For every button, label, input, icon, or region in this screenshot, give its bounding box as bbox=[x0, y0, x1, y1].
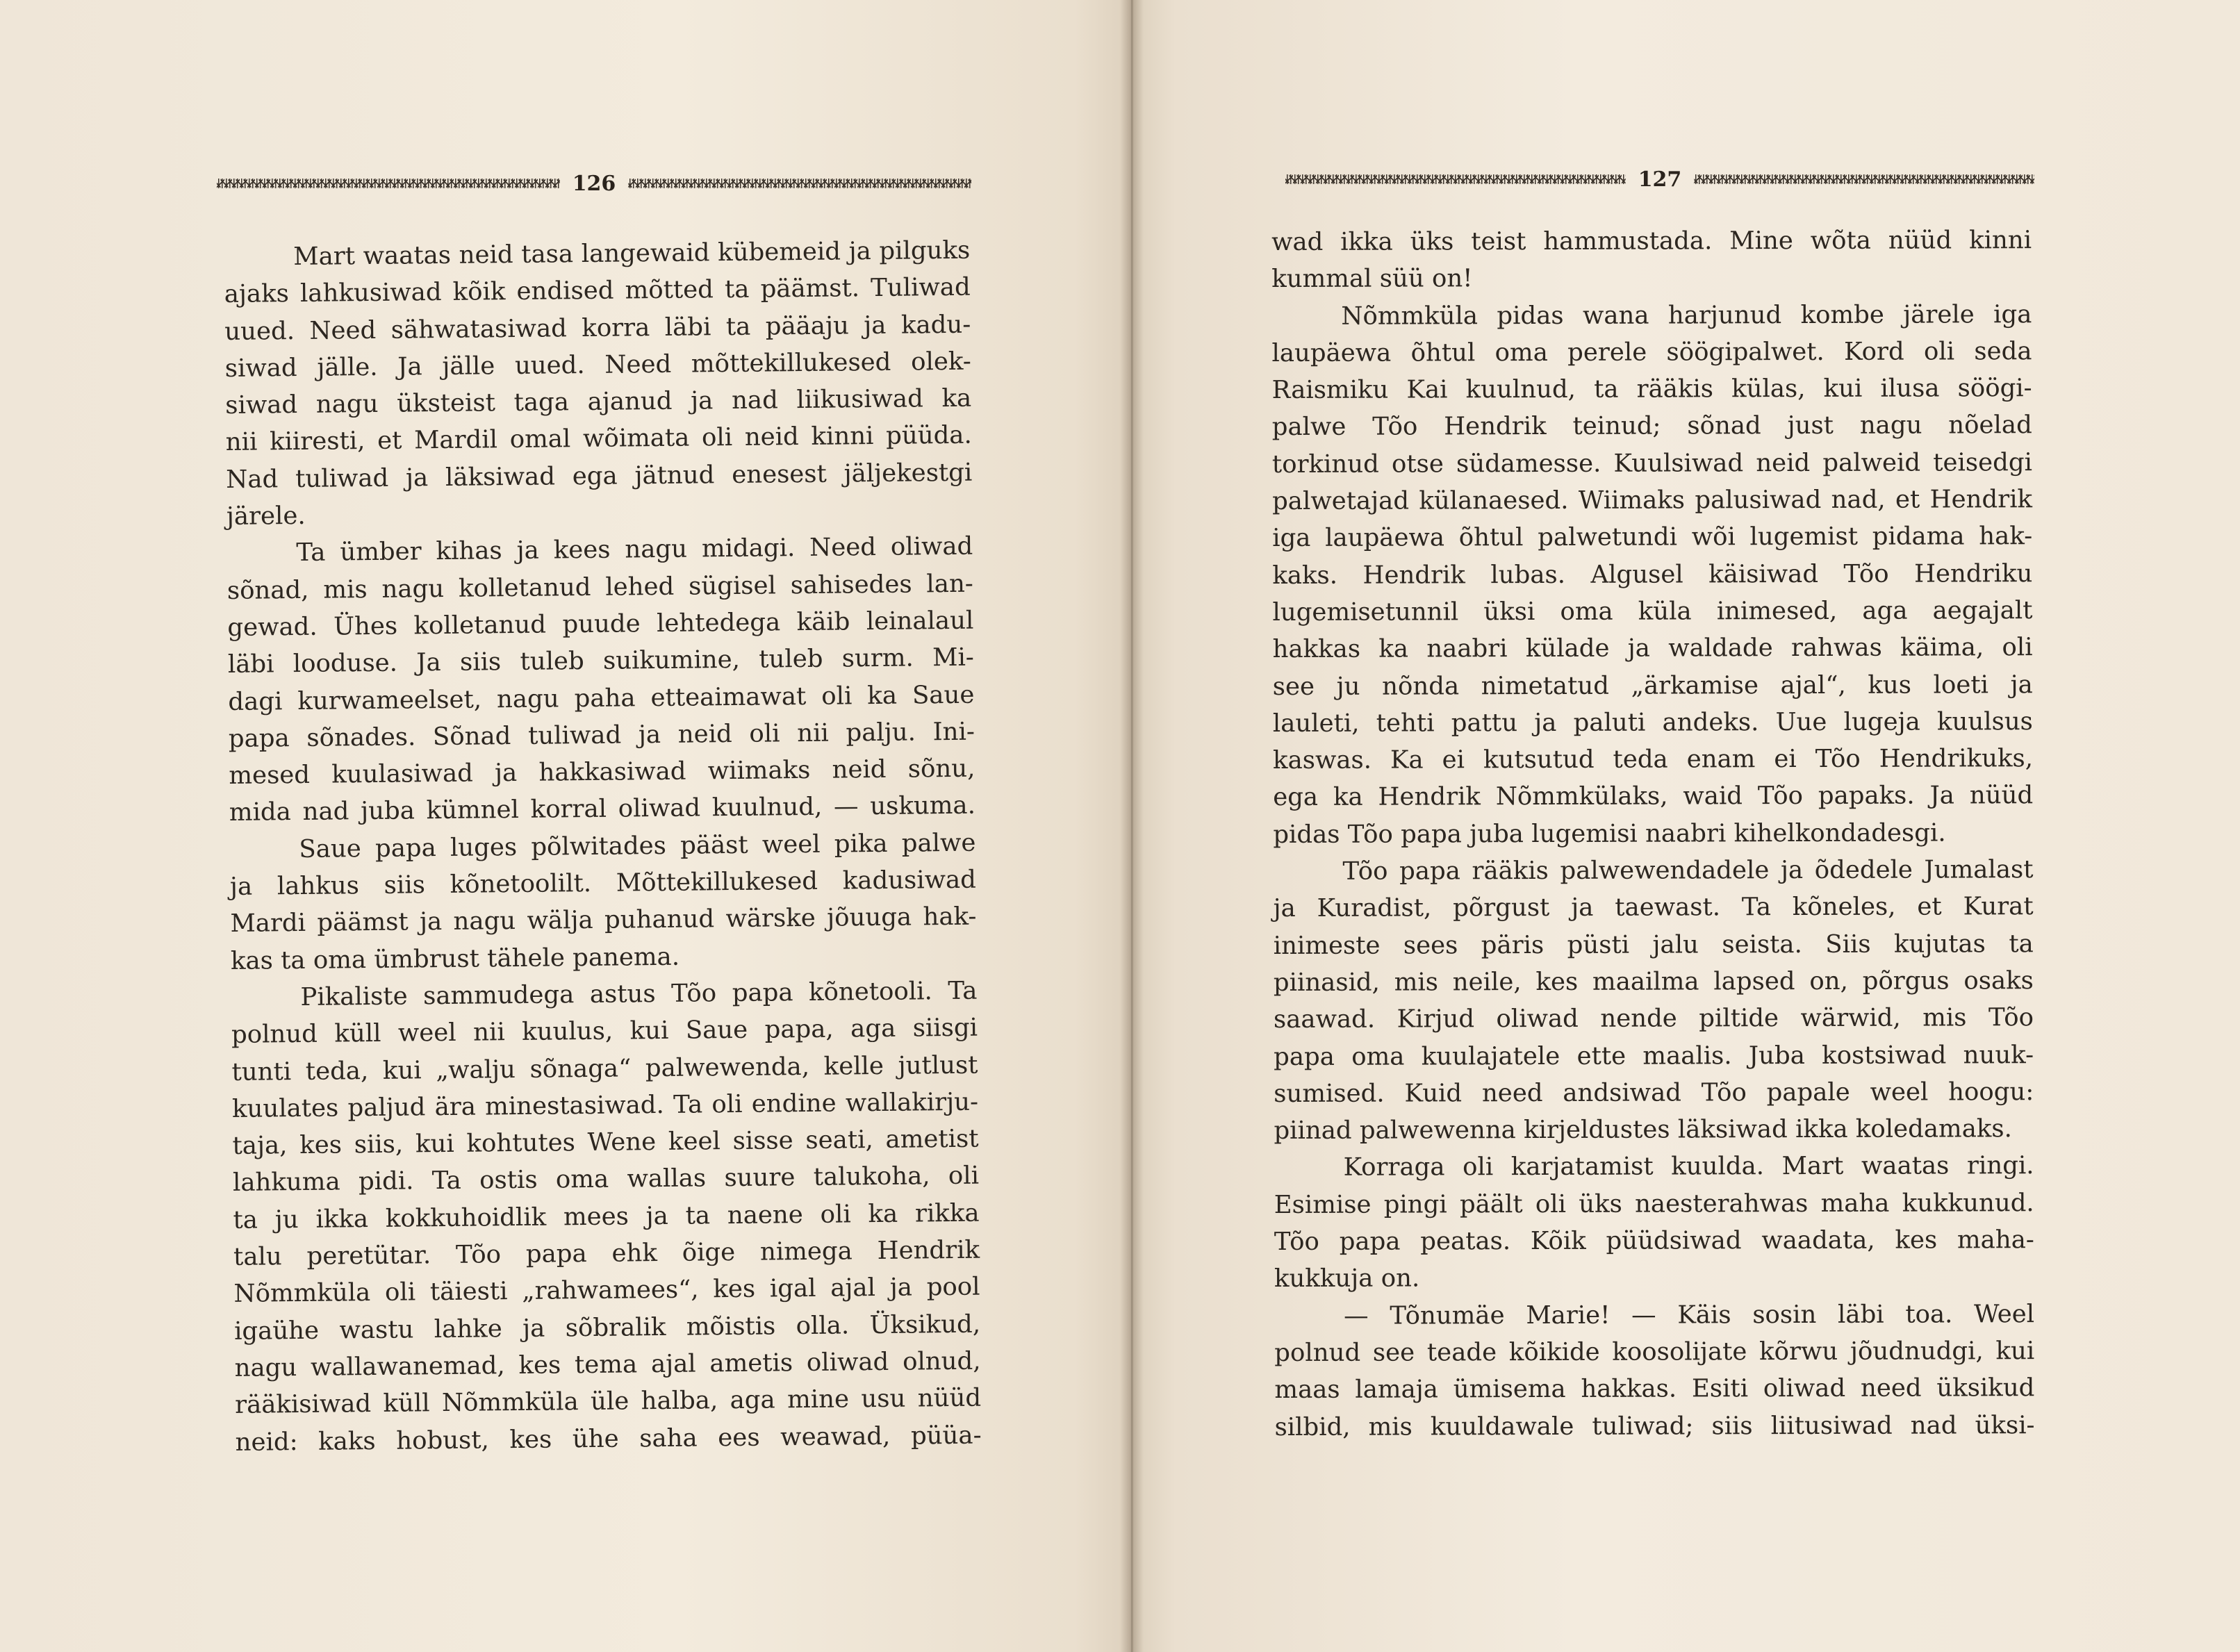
text-line: sõnad, mis nagu kolletanud lehed sügisel sahisedes lan- bbox=[227, 569, 974, 605]
left-page-header bbox=[217, 170, 971, 197]
text-line: kaswas. Ka ei kutsutud teda enam ei Tõo Hendrikuks, bbox=[1272, 744, 2034, 775]
header-ornament-right bbox=[628, 179, 971, 188]
text-line: polnud see teade kõikide koosolijate kõrwu jõudnudgi, kui bbox=[1274, 1337, 2035, 1367]
text-line: mesed kuulasiwad ja hakkasiwad wiimaks neid sõnu, bbox=[229, 754, 975, 791]
page-number: 126 bbox=[572, 171, 616, 196]
text-line: Esimise pingi päält oli üks naesterahwas maha kukkunud. bbox=[1274, 1188, 2034, 1219]
text-line: järele. bbox=[226, 501, 306, 531]
text-line: — Tõnumäe Marie! — Käis sosin läbi toa. Weel bbox=[1344, 1299, 2035, 1330]
text-line: palwe Tõo Hendrik teinud; sõnad just nagu nõelad bbox=[1271, 411, 2032, 442]
text-line: nii kiiresti, et Mardil omal wõimata oli neid kinni püüda. bbox=[225, 421, 972, 457]
text-line: kummal süü on! bbox=[1271, 264, 1473, 294]
text-line: hakkas ka naabri külade ja waldade rahwas käima, oli bbox=[1272, 633, 2033, 664]
text-line: Mart waatas neid tasa langewaid kübemeid ja pilguks bbox=[293, 236, 971, 272]
text-line: piinasid, mis neile, kes maailma lapsed on, põrgus osaks bbox=[1273, 966, 2034, 997]
text-line: lauleti, tehti pattu ja paluti andeks. Uue lugeja kuulsus bbox=[1272, 707, 2033, 738]
text-line: gewad. Ühes kolletanud puude lehtedega käib leinalaul bbox=[227, 606, 974, 642]
text-line: papa oma kuulajatele ette maalis. Juba kostsiwad nuuk- bbox=[1274, 1040, 2034, 1071]
text-line: siwad nagu üksteist taga ajanud ja nad liikusiwad ka bbox=[225, 383, 972, 420]
text-line: uued. Need sähwatasiwad korra läbi ta pääaju ja kadu- bbox=[224, 310, 971, 346]
text-line: pidas Tõo papa juba lugemisi naabri kihelkondadesgi. bbox=[1273, 818, 1946, 849]
text-line: Nõmmküla oli täiesti „rahwamees“, kes igal ajal ja pool bbox=[233, 1272, 980, 1309]
text-line: nagu wallawanemad, kes tema ajal ametis oliwad olnud, bbox=[234, 1346, 981, 1382]
text-line: saawad. Kirjud oliwad nende piltide wärwid, mis Tõo bbox=[1273, 1003, 2034, 1034]
text-line: neid: kaks hobust, kes ühe saha ees weawad, püüa- bbox=[235, 1421, 982, 1457]
text-line: iga laupäewa õhtul palwetundi wõi lugemist pidama hak- bbox=[1272, 522, 2033, 553]
text-line: kaks. Hendrik lubas. Algusel käisiwad Tõo Hendriku bbox=[1272, 559, 2033, 590]
text-line: silbid, mis kuuldawale tuliwad; siis liitusiwad nad üksi- bbox=[1274, 1410, 2035, 1442]
text-line: Nõmmküla pidas wana harjunud kombe järele iga bbox=[1341, 299, 2032, 331]
text-line: Pikaliste sammudega astus Tõo papa kõnetooli. Ta bbox=[300, 976, 978, 1011]
text-line: see ju nõnda nimetatud „ärkamise ajal“, kus loeti ja bbox=[1272, 670, 2033, 701]
text-line: Tõo papa rääkis palwewendadele ja õdedele Jumalast bbox=[1342, 855, 2034, 886]
text-line: ega ka Hendrik Nõmmkülaks, waid Tõo papaks. Ja nüüd bbox=[1273, 781, 2034, 812]
text-line: palwetajad külanaesed. Wiimaks palusiwad nad, et Hendrik bbox=[1271, 485, 2033, 516]
text-line: ajaks lahkusiwad kõik endised mõtted ta päämst. Tuliwad bbox=[224, 272, 971, 309]
text-line: sumised. Kuid need andsiwad Tõo papale weel hoogu: bbox=[1274, 1077, 2034, 1108]
right-page-header bbox=[1285, 165, 2034, 193]
text-line: mida nad juba kümnel korral oliwad kuulnud, — uskuma. bbox=[229, 791, 976, 827]
text-line: Tõo papa peatas. Kõik püüdsiwad waadata, kes maha- bbox=[1274, 1225, 2034, 1257]
text-line: lahkuma pidi. Ta ostis oma wallas suure talukoha, oli bbox=[232, 1162, 980, 1198]
header-ornament-right bbox=[1694, 174, 2034, 184]
text-line: Ta ümber kihas ja kees nagu midagi. Need oliwad bbox=[296, 532, 973, 568]
text-line: papa sõnades. Sõnad tuliwad ja neid oli nii palju. Ini- bbox=[228, 717, 975, 753]
text-line: Nad tuliwad ja läksiwad ega jätnud enesest jäljekestgi bbox=[226, 458, 973, 494]
text-line: lugemisetunnil üksi oma küla inimesed, aga aegajalt bbox=[1272, 596, 2033, 627]
text-line: ta ju ikka kokkuhoidlik mees ja ta naene oli ka rikka bbox=[233, 1198, 980, 1234]
text-line: dagi kurwameelset, nagu paha etteaimawat oli ka Saue bbox=[228, 680, 975, 716]
text-line: laupäewa õhtul oma perele söögipalwet. Kord oli seda bbox=[1271, 337, 2032, 367]
text-line: ja lahkus siis kõnetoolilt. Mõttekillukesed kadusiwad bbox=[229, 865, 977, 902]
text-line: Korraga oli karjatamist kuulda. Mart waatas ringi. bbox=[1343, 1151, 2034, 1182]
text-line: inimeste sees päris püsti jalu seista. Siis kujutas ta bbox=[1273, 929, 2034, 960]
right-page bbox=[1131, 0, 2240, 1652]
text-line: rääkisiwad küll Nõmmküla üle halba, aga mine usu nüüd bbox=[234, 1383, 982, 1420]
text-line: ja Kuradist, põrgust ja taewast. Ta kõneles, et Kurat bbox=[1273, 892, 2034, 923]
text-line: talu peretütar. Tõo papa ehk õige nimega Hendrik bbox=[233, 1235, 980, 1271]
text-line: siwad jälle. Ja jälle uued. Need mõttekillukesed olek- bbox=[224, 347, 971, 383]
left-page-text bbox=[224, 232, 982, 1461]
text-line: kuulates paljud ära minestasiwad. Ta oli endine wallakirju- bbox=[231, 1087, 979, 1123]
page-number: 127 bbox=[1638, 167, 1682, 192]
text-line: Saue papa luges põlwitades pääst weel pika palwe bbox=[299, 828, 976, 864]
text-line: kukkuja on. bbox=[1274, 1264, 1420, 1294]
book-gutter bbox=[1120, 0, 1144, 1652]
text-line: Raismiku Kai kuulnud, ta rääkis külas, kui ilusa söögi- bbox=[1271, 374, 2032, 405]
text-line: maas lamaja ümisema hakkas. Esiti oliwad need üksikud bbox=[1274, 1373, 2035, 1405]
text-line: läbi looduse. Ja siis tuleb suikumine, tuleb surm. Mi- bbox=[227, 643, 975, 679]
right-page-text bbox=[1271, 222, 2035, 1446]
header-ornament-left bbox=[217, 179, 560, 188]
text-line: torkinud otse südamesse. Kuulsiwad neid palweid teisedgi bbox=[1271, 447, 2032, 479]
text-line: Mardi päämst ja nagu wälja puhanud wärske jõuuga hak- bbox=[230, 902, 977, 939]
text-line: tunti teda, kui „walju sõnaga“ palwewenda, kelle jutlust bbox=[231, 1050, 978, 1087]
text-line: taja, kes siis, kui kohtutes Wene keel sisse seati, ametist bbox=[232, 1124, 979, 1161]
text-line: polnud küll weel nii kuulus, kui Saue papa, aga siisgi bbox=[231, 1013, 978, 1050]
header-ornament-left bbox=[1285, 174, 1626, 184]
text-line: wad ikka üks teist hammustada. Mine wõta nüüd kinni bbox=[1271, 226, 2032, 256]
text-line: kas ta oma ümbrust tähele panema. bbox=[230, 942, 680, 975]
text-line: igaühe wastu lahke ja sõbralik mõistis olla. Üksikud, bbox=[233, 1310, 981, 1346]
text-line: piinad palwewenna kirjeldustes läksiwad ikka koledamaks. bbox=[1274, 1114, 2012, 1146]
